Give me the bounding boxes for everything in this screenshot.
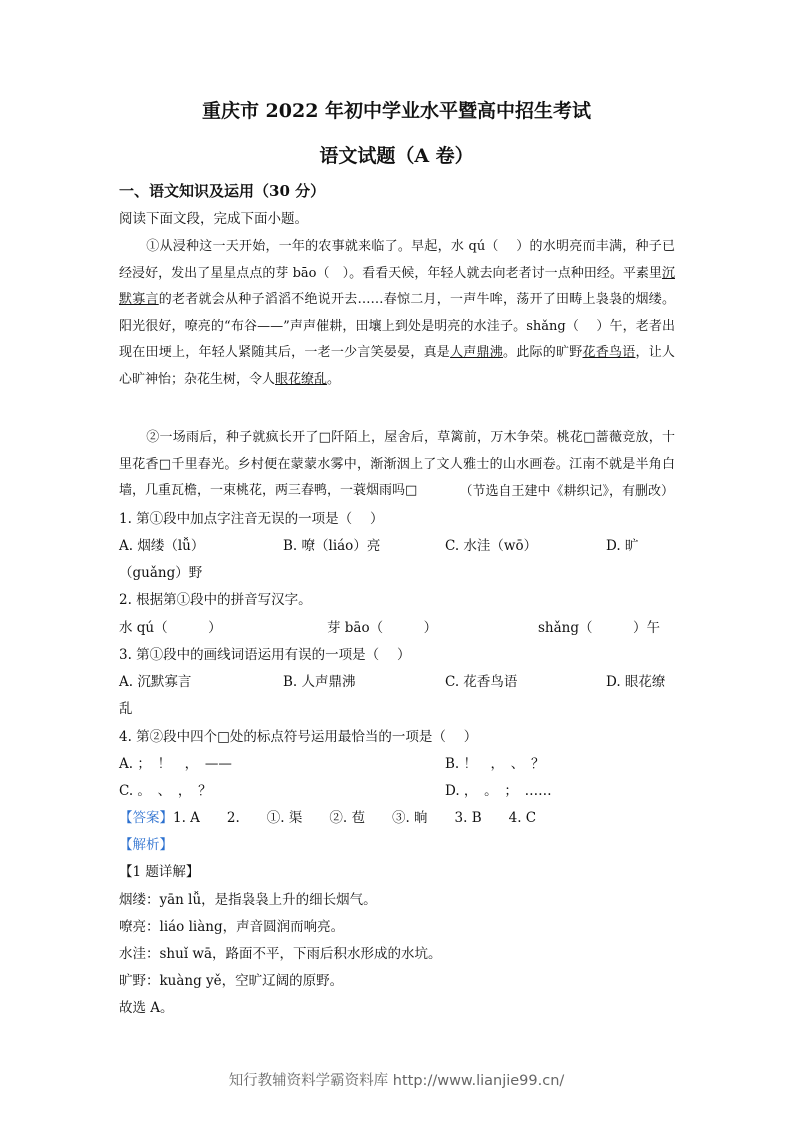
- detail-heading: 【1 题详解】: [119, 864, 200, 880]
- q4-option-c: C. 。 、 ， ？: [119, 783, 212, 799]
- underlined-word-1: 沉默寡言: [119, 265, 675, 307]
- passage-source: （节选自王建中《耕织记》，有删改）: [459, 484, 674, 499]
- underlined-word-4: 眼花缭乱: [275, 371, 328, 387]
- q1-option-d: D. 旷: [606, 538, 639, 554]
- q1-option-b: B. 嘹（liáo）亮: [283, 538, 381, 554]
- exam-title: 重庆市 2022 年初中学业水平暨高中招生考试: [201, 100, 592, 122]
- detail-line: 旷野：kuàng yě，空旷辽阔的原野。: [119, 973, 344, 989]
- detail-line: 水洼：shuǐ wā，路面不平，下雨后积水形成的水坑。: [119, 946, 442, 962]
- question-1-stem: 1. 第①段中加点字注音无误的一项是（ ）: [119, 511, 384, 527]
- q3-option-a: A. 沉默寡言: [119, 674, 192, 690]
- exam-subtitle: 语文试题（A 卷）: [319, 145, 474, 167]
- passage-paragraph-1: [119, 234, 675, 393]
- q3-option-d: D. 眼花缭: [606, 674, 666, 690]
- detail-line: 嘹亮：liáo liàng，声音圆润而响亮。: [119, 919, 345, 935]
- q4-option-d: D. ， 。 ； ……: [445, 783, 552, 799]
- analysis-tag: 【解析】: [119, 837, 173, 853]
- q3-option-b: B. 人声鼎沸: [283, 674, 356, 690]
- q3-option-d-cont: 乱: [119, 701, 133, 717]
- p1-text-d: ，让人心旷神怡；杂花生树，令人: [119, 345, 675, 387]
- detail-line: 故选 A。: [119, 1000, 174, 1016]
- q1-option-c: C. 水洼（wō）: [445, 538, 538, 554]
- q4-option-b: B. ！ ， 、 ？: [445, 756, 545, 772]
- question-2-stem: 2. 根据第①段中的拼音写汉字。: [119, 592, 312, 608]
- q1-option-d-cont: （guǎng）野: [119, 565, 203, 581]
- question-3-stem: 3. 第①段中的画线词语运用有误的一项是（ ）: [119, 647, 411, 663]
- section-heading: 一、语文知识及运用（30 分）: [119, 182, 326, 200]
- q2-blank-b: 芽 bāo（ ）: [327, 620, 438, 636]
- p1-text-a: ①从浸种这一天开始，一年的农事就来临了。早起，水 qú（ ）的水明亮而丰满，种子已经浸好，发出了星星点点的芽 bāo（ ）。看看天候，年轻人就去向老者讨一点种田经。平素里: [119, 239, 675, 281]
- detail-line: 烟缕：yān lǚ，是指袅袅上升的细长烟气。: [119, 892, 377, 908]
- reading-instruction: 阅读下面文段，完成下面小题。: [119, 211, 308, 227]
- footer-watermark: 知行教辅资料学霸资料库 http://www.lianjie99.cn/: [228, 1073, 565, 1089]
- p1-text-b: 的老者就会从种子滔滔不绝说开去……春惊二月，一声牛哞，荡开了田畴上袅袅的烟缕。阳光很好，嘹亮的“布谷——”声声催耕，田壤上到处是明亮的水洼子。shǎng（ ）午，老者出现在田埂上，年轻人紧随其后，一老一少言笑晏晏，真是: [119, 292, 675, 360]
- q2-blank-a: 水 qú（ ）: [119, 620, 222, 636]
- answer-line: [119, 808, 536, 828]
- p2-text: ②一场雨后，种子就疯长开了□阡陌上，屋舍后，草篱前，万木争荣。桃花□蔷薇竞放，十里花香□千里春光。乡村便在蒙蒙水雾中，渐渐洇上了文人雅士的山水画卷。江南不就是半角白墙，几重瓦檐，一束桃花，两三春鸭，一蓑烟雨吗□: [119, 430, 675, 498]
- answer-tag: 【答案】: [119, 810, 173, 826]
- underlined-word-2: 人声鼎沸: [450, 345, 504, 360]
- q3-option-c: C. 花香鸟语: [445, 674, 518, 690]
- p1-text-e: 。: [327, 371, 341, 387]
- q1-option-a: A. 烟缕（lǚ）: [119, 538, 205, 554]
- q4-option-a: A. ； ！ ， ——: [119, 756, 232, 772]
- answer-text: 1. A 2. ①. 渠 ②. 苞 ③. 晌 3. B 4. C: [173, 810, 537, 826]
- q2-blank-c: shǎng（ ）午: [538, 620, 661, 636]
- p1-text-c: 。此际的旷野: [503, 345, 583, 360]
- question-4-stem: 4. 第②段中四个□处的标点符号运用最恰当的一项是（ ）: [119, 729, 478, 745]
- underlined-word-3: 花香鸟语: [582, 345, 636, 360]
